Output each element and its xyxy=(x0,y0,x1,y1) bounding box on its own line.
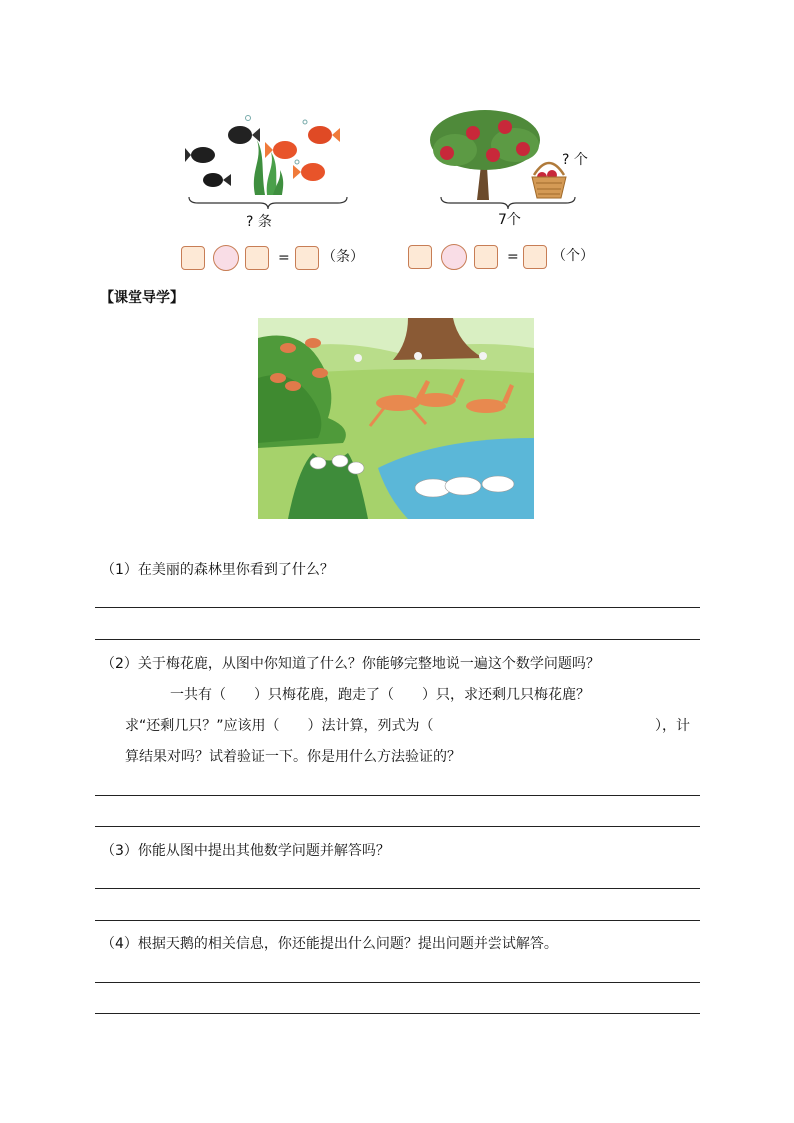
operator-circle-1[interactable] xyxy=(213,245,239,271)
result-box-2[interactable] xyxy=(523,245,547,269)
question-2-method: 求“还剩几只？”应该用（ ）法计算，列式为（ xyxy=(125,718,434,734)
fish-total-label: ? 条 xyxy=(246,214,272,230)
answer-line-3b[interactable] xyxy=(95,920,700,921)
equals-sign-1: = xyxy=(278,250,290,266)
unit-label-2: （个） xyxy=(552,248,594,264)
tree-total-label: 7个 xyxy=(498,212,521,228)
question-2-method-end: ），计 xyxy=(655,718,690,734)
answer-line-1a[interactable] xyxy=(95,607,700,608)
answer-line-3a[interactable] xyxy=(95,888,700,889)
fish-brace xyxy=(188,196,348,210)
answer-box-2[interactable] xyxy=(245,246,269,270)
result-box-1[interactable] xyxy=(295,246,319,270)
question-1: （1）在美丽的森林里你看到了什么？ xyxy=(101,562,334,578)
question-2-verify: 算结果对吗？试着验证一下。你是用什么方法验证的？ xyxy=(125,749,461,765)
section-heading: 【课堂导学】 xyxy=(100,290,184,306)
answer-box-4[interactable] xyxy=(474,245,498,269)
question-4: （4）根据天鹅的相关信息，你还能提出什么问题？提出问题并尝试解答。 xyxy=(101,936,558,952)
equals-sign-2: = xyxy=(507,249,519,265)
goldfish-illustration xyxy=(185,110,345,200)
answer-box-3[interactable] xyxy=(408,245,432,269)
forest-scene-illustration xyxy=(258,318,534,519)
question-3: （3）你能从图中提出其他数学问题并解答吗？ xyxy=(101,843,390,859)
tree-unknown-label: ? 个 xyxy=(562,152,588,168)
answer-box-1[interactable] xyxy=(181,246,205,270)
question-2: （2）关于梅花鹿，从图中你知道了什么？你能够完整地说一遍这个数学问题吗？ xyxy=(101,656,600,672)
answer-line-4b[interactable] xyxy=(95,1013,700,1014)
question-2-fill-blank: 一共有（ ）只梅花鹿，跑走了（ ）只，求还剩几只梅花鹿？ xyxy=(170,687,590,703)
answer-line-2a[interactable] xyxy=(95,795,700,796)
unit-label-1: （条） xyxy=(322,249,364,265)
answer-line-2b[interactable] xyxy=(95,826,700,827)
answer-line-4a[interactable] xyxy=(95,982,700,983)
tree-brace xyxy=(440,196,576,210)
answer-line-1b[interactable] xyxy=(95,639,700,640)
operator-circle-2[interactable] xyxy=(441,244,467,270)
apple-tree-illustration xyxy=(425,105,545,200)
